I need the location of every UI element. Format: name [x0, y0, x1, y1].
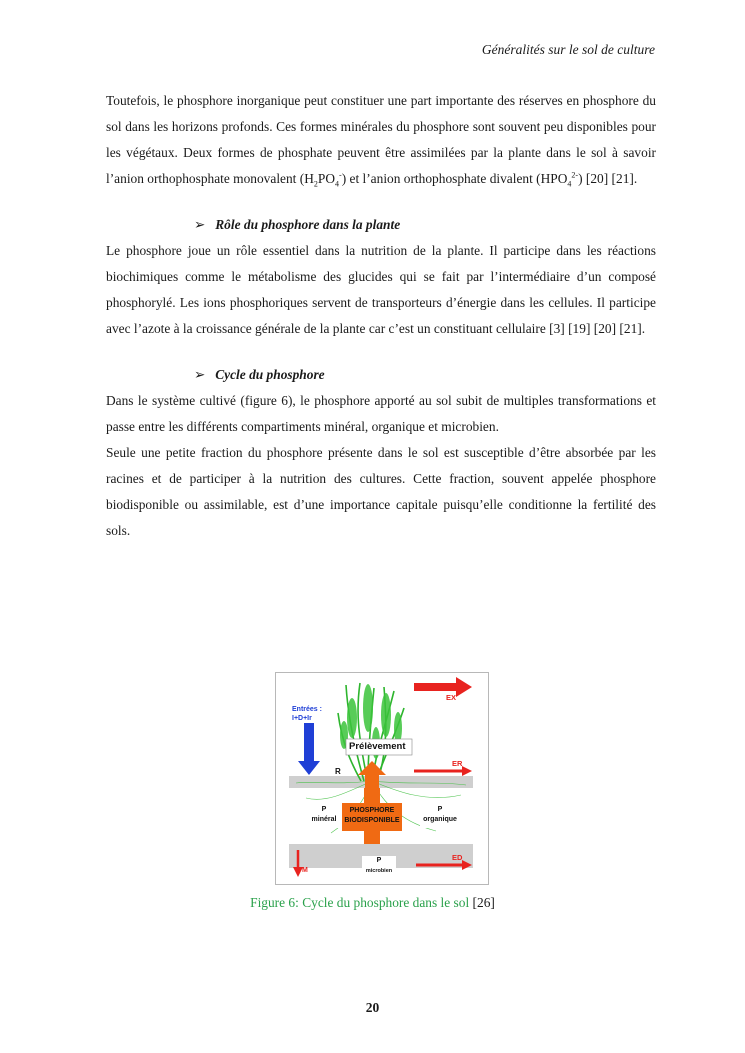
- caption-reference: [26]: [469, 895, 495, 910]
- m-label: M: [302, 867, 308, 874]
- entrees-label: Entrées :: [292, 706, 322, 713]
- biodispo-label-2: BIODISPONIBLE: [344, 817, 400, 824]
- r-label: R: [335, 767, 341, 776]
- er-label: ER: [452, 759, 463, 768]
- ex-arrow-icon: [456, 677, 472, 697]
- p-organique-p-label: P: [437, 806, 443, 813]
- er-arrow-icon: [462, 766, 472, 776]
- cycle-paragraph-1: Dans le système cultivé (figure 6), le phosphore apporté au sol subit de multiples transformations et passe entre les différents compartiments minéral, organique et microbien.: [106, 393, 656, 434]
- p-microbien-p-label: P: [376, 857, 382, 864]
- role-paragraph: Le phosphore joue un rôle essentiel dans la nutrition de la plante. Il participe dans les réactions biochimiques comme le métabolisme des glucides qui se fait par l’intermédiaire d’un composé phosphorylé. Les ions phosphoriques servent de transporteurs d’énergie dans les cellules. Il participe avec l’azote à la croissance générale de la plante car c’est un constituant cellulaire [3] [19] [20] [21].: [106, 243, 656, 336]
- ex-label: EX: [446, 693, 457, 702]
- biodispo-label-1: PHOSPHORE: [349, 807, 395, 814]
- page-number: 20: [365, 1000, 380, 1015]
- p-mineral-p-label: P: [321, 806, 327, 813]
- entrees-sub-label: I+D+Ir: [292, 715, 312, 722]
- main-content: [106, 88, 656, 544]
- entrees-arrow-icon: [298, 761, 320, 775]
- ed-label: ED: [452, 853, 463, 862]
- section-heading-role: ➢ Rôle du phosphore dans la plante: [194, 217, 401, 232]
- section-heading-cycle: ➢ Cycle du phosphore: [194, 367, 325, 382]
- prelevement-label: Prélèvement: [349, 741, 406, 752]
- cycle-paragraph-2: Seule une petite fraction du phosphore présente dans le sol est susceptible d’être absorbée par les racines et de participer à la nutrition des cultures. Cette fraction, souvent appelée phosphore biodisponible ou assimilable, est d’une importance capitale puisqu’elle conditionne la fertilité des sols.: [106, 445, 656, 538]
- caption-label: Figure 6: Cycle du phosphore dans le sol: [250, 895, 470, 910]
- p-microbien-label: microbien: [365, 868, 393, 874]
- phosphorus-cycle-figure: [275, 672, 489, 885]
- ex-arrow-shaft: [414, 683, 458, 691]
- p-organique-label: organique: [423, 816, 457, 823]
- figure-caption: [0, 895, 745, 911]
- arrow-bullet-icon: ➢: [194, 367, 206, 382]
- running-header: Généralités sur le sol de culture: [481, 42, 655, 57]
- p-mineral-label: minéral: [311, 816, 337, 823]
- intro-paragraph: Toutefois, le phosphore inorganique peut constituer une part importante des réserves en phosphore du sol dans les horizons profonds. Ces formes minérales du phosphore sont souvent peu disponibles pour les végétaux. Deux formes de phosphate peuvent être assimilées par la plante dans le sol à savoir l’anion orthophosphate monovalent $(H_2PO_4^-)$ et l’anion orthophosphate divalent $(HPO_4^{2-})$ [20] [21].: [106, 93, 656, 189]
- arrow-bullet-icon: ➢: [194, 217, 206, 232]
- entrees-arrow-shaft: [304, 723, 314, 763]
